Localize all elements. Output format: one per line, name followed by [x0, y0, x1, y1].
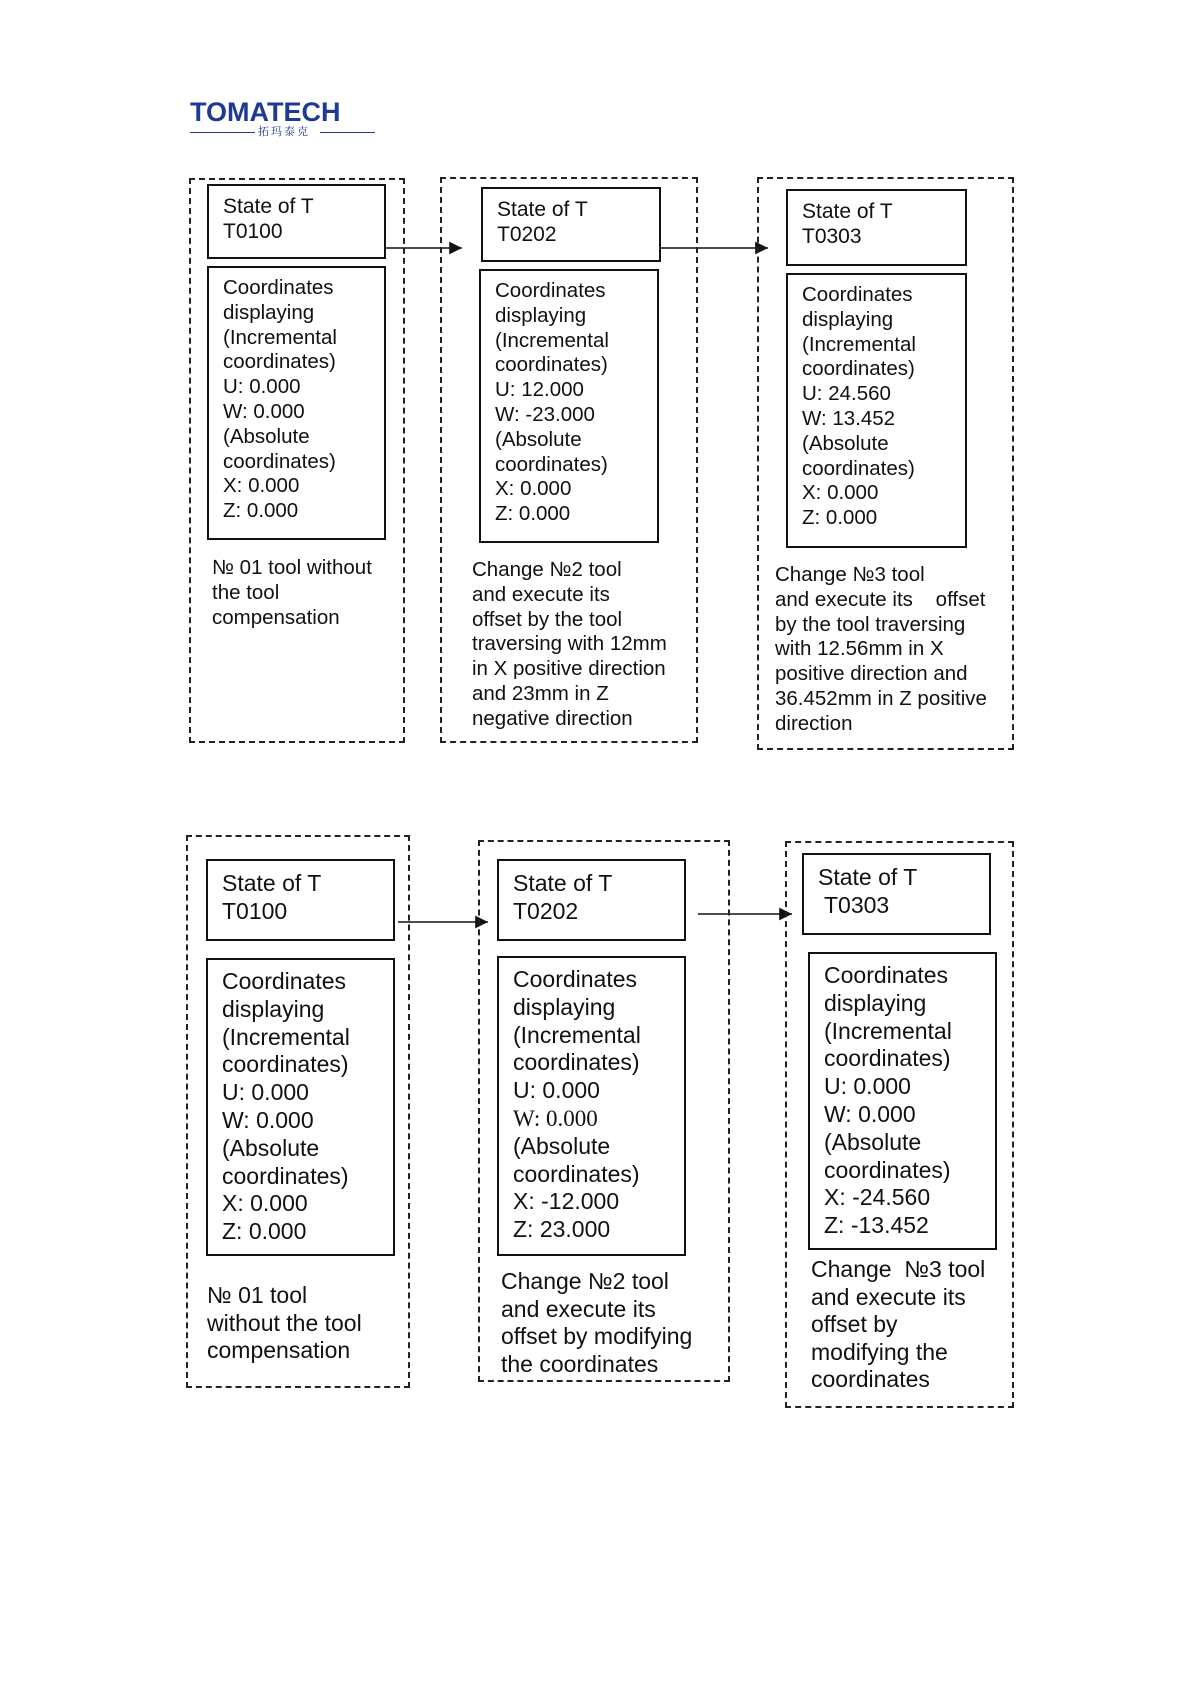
coord-line: displaying	[223, 300, 315, 324]
bottom-stage-3-caption	[811, 1256, 985, 1394]
top-stage-1-caption	[212, 556, 372, 630]
tomatech-logo	[190, 97, 390, 138]
coord-x-value: X: 0.000	[495, 477, 572, 501]
caption-line: traversing with 12mm	[472, 632, 667, 656]
coord-w-value: W: 0.000	[223, 399, 305, 423]
caption-line: the tool	[212, 580, 280, 604]
state-label: State of T	[513, 870, 613, 896]
logo-rule-right	[320, 132, 375, 133]
caption-line: offset by	[811, 1311, 898, 1337]
coord-line: coordinates)	[824, 1156, 951, 1183]
coord-w-value: W: 13.452	[802, 406, 896, 430]
state-label: State of T	[802, 200, 893, 223]
caption-line: offset by modifying	[501, 1323, 693, 1349]
coord-line: Coordinates	[222, 968, 347, 994]
coord-u-value: U: 0.000	[824, 1073, 911, 1100]
caption-line: Change №3 tool	[811, 1256, 986, 1282]
bottom-stage-2-state-box	[497, 859, 686, 941]
caption-line: in X positive direction	[472, 657, 666, 681]
coord-line: coordinates)	[222, 1051, 349, 1078]
coord-u-value: U: 12.000	[495, 378, 584, 402]
coord-line: Coordinates	[802, 283, 913, 306]
coord-line: Coordinates	[223, 276, 334, 299]
coord-line: displaying	[222, 995, 325, 1022]
caption-line: without the tool	[207, 1309, 362, 1336]
tool-code: T0202	[497, 223, 557, 246]
tool-code: T0100	[222, 898, 288, 924]
caption-line: coordinates	[811, 1366, 930, 1392]
tool-code: T0100	[223, 220, 283, 243]
coord-x-value: X: 0.000	[222, 1190, 308, 1217]
caption-line: and execute its offset	[775, 587, 986, 611]
bottom-stage-1-coords-box	[206, 958, 395, 1256]
coord-line: coordinates)	[495, 452, 608, 476]
logo-rule-left	[190, 132, 255, 133]
bottom-stage-2-coords-box	[497, 956, 686, 1256]
coord-line: (Incremental	[802, 332, 916, 356]
coord-u-value: U: 0.000	[223, 375, 301, 399]
coord-u-value: U: 0.000	[513, 1077, 600, 1104]
tool-code: T0303	[818, 892, 890, 918]
coord-line: Coordinates	[495, 279, 606, 302]
coord-line: displaying	[802, 307, 894, 331]
coord-z-value: Z: -13.452	[824, 1212, 929, 1239]
top-stage-1-coords-box	[207, 266, 386, 540]
top-stage-2-state-box	[481, 187, 661, 262]
coord-z-value: Z: 0.000	[223, 499, 299, 523]
coord-w-value: W: 0.000	[824, 1100, 916, 1127]
top-stage-1-state-box	[207, 184, 386, 259]
caption-line: Change №2 tool	[501, 1268, 669, 1294]
caption-line: positive direction and	[775, 662, 968, 686]
caption-line: with 12.56mm in X	[775, 637, 944, 661]
coord-line: coordinates)	[222, 1162, 349, 1189]
bottom-stage-3-coords-box	[808, 952, 997, 1250]
state-label: State of T	[223, 195, 314, 218]
caption-line: the coordinates	[501, 1350, 659, 1377]
caption-line: Change №2 tool	[472, 558, 622, 581]
coord-line: coordinates)	[495, 353, 608, 377]
coord-x-value: X: 0.000	[802, 481, 879, 505]
top-stage-3-caption	[775, 563, 987, 737]
coord-line: (Incremental	[513, 1021, 641, 1048]
coord-line: (Absolute	[222, 1134, 320, 1161]
coord-line: coordinates)	[513, 1049, 640, 1076]
top-stage-3-coords-box	[786, 273, 967, 548]
coord-line: (Incremental	[223, 325, 337, 349]
caption-line: and 23mm in Z	[472, 681, 609, 705]
logo-subtitle: 拓玛泰克	[258, 125, 310, 138]
coord-line: (Incremental	[495, 328, 609, 352]
caption-line: direction	[775, 711, 853, 735]
coord-line: coordinates)	[824, 1045, 951, 1072]
caption-line: negative direction	[472, 706, 633, 730]
coord-x-value: X: -24.560	[824, 1184, 931, 1211]
tool-code: T0202	[513, 898, 579, 924]
tool-code: T0303	[802, 225, 862, 248]
state-label: State of T	[818, 864, 918, 890]
coord-w-value: W: 0.000	[513, 1105, 598, 1131]
state-label: State of T	[222, 870, 322, 896]
coord-line: coordinates)	[223, 449, 336, 473]
coord-line: coordinates)	[802, 456, 915, 480]
bottom-stage-3-state-box	[802, 853, 991, 935]
coord-line: Coordinates	[513, 966, 638, 992]
coord-line: (Incremental	[222, 1023, 350, 1050]
coord-line: (Absolute	[802, 431, 889, 455]
bottom-stage-2-caption	[501, 1268, 692, 1378]
coord-line: displaying	[824, 989, 927, 1016]
caption-line: № 01 tool	[207, 1282, 308, 1308]
coord-line: coordinates)	[802, 357, 915, 381]
caption-line: and execute its	[472, 582, 610, 606]
coord-line: (Absolute	[824, 1128, 922, 1155]
logo-wordmark: TOMATECH	[190, 97, 341, 127]
top-stage-3-state-box	[786, 189, 967, 266]
coord-z-value: Z: 0.000	[222, 1218, 307, 1245]
caption-line: by the tool traversing	[775, 612, 966, 636]
caption-line: modifying the	[811, 1338, 948, 1365]
coord-u-value: U: 0.000	[222, 1079, 309, 1106]
coord-line: coordinates)	[223, 350, 336, 374]
caption-line: offset by the tool	[472, 607, 623, 631]
coord-line: Coordinates	[824, 962, 949, 988]
top-stage-2-caption	[472, 558, 667, 732]
coord-line: (Absolute	[495, 427, 582, 451]
caption-line: 36.452mm in Z positive	[775, 686, 987, 710]
coord-z-value: Z: 0.000	[802, 506, 878, 530]
coord-line: (Absolute	[223, 424, 310, 448]
caption-line: and execute its	[811, 1283, 966, 1310]
coord-line: (Absolute	[513, 1132, 611, 1159]
caption-line: Change №3 tool	[775, 563, 925, 586]
top-stage-2-coords-box	[479, 269, 659, 543]
coord-line: displaying	[513, 993, 616, 1020]
coord-w-value: W: -23.000	[495, 402, 595, 426]
state-label: State of T	[497, 198, 588, 221]
bottom-stage-1-caption	[207, 1282, 362, 1365]
caption-line: compensation	[212, 605, 340, 629]
coord-w-value: W: 0.000	[222, 1106, 314, 1133]
bottom-stage-1-state-box	[206, 859, 395, 941]
caption-line: № 01 tool without	[212, 556, 372, 579]
coord-line: displaying	[495, 303, 587, 327]
coord-z-value: Z: 23.000	[513, 1216, 611, 1243]
coord-u-value: U: 24.560	[802, 382, 891, 406]
coord-line: (Incremental	[824, 1017, 952, 1044]
caption-line: compensation	[207, 1337, 351, 1363]
coord-x-value: X: -12.000	[513, 1188, 620, 1215]
caption-line: and execute its	[501, 1295, 656, 1322]
coord-x-value: X: 0.000	[223, 474, 300, 498]
coord-line: coordinates)	[513, 1160, 640, 1187]
coord-z-value: Z: 0.000	[495, 502, 571, 526]
